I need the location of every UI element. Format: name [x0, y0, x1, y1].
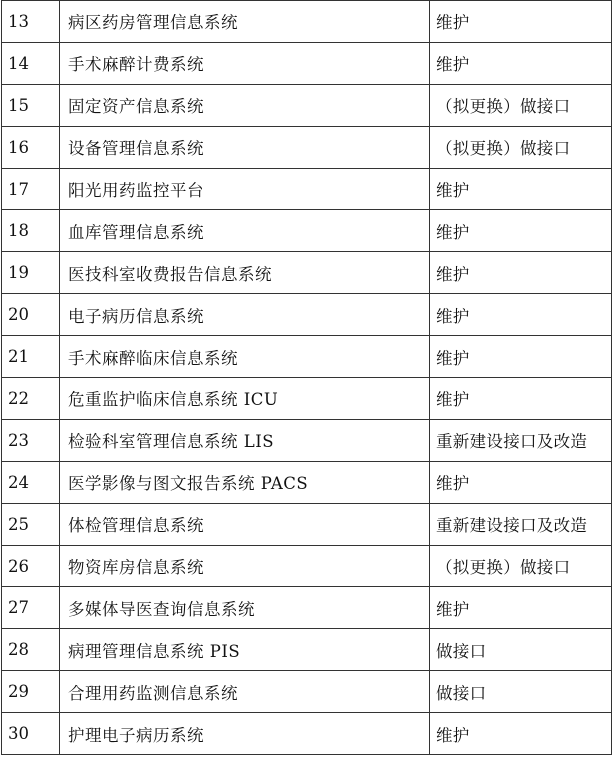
system-status: 维护 — [430, 42, 612, 84]
system-status: 维护 — [430, 336, 612, 378]
row-number: 22 — [2, 378, 60, 420]
system-name: 阳光用药监控平台 — [60, 168, 430, 210]
system-name: 危重监护临床信息系统 ICU — [60, 378, 430, 420]
table-row — [2, 545, 612, 587]
system-status: 重新建设接口及改造 — [430, 503, 612, 545]
system-status: 维护 — [430, 587, 612, 629]
row-number: 30 — [2, 713, 60, 755]
system-status: 维护 — [430, 210, 612, 252]
table-row — [2, 629, 612, 671]
system-name: 病区药房管理信息系统 — [60, 1, 430, 43]
row-number: 21 — [2, 336, 60, 378]
system-status: 维护 — [430, 713, 612, 755]
table-row — [2, 671, 612, 713]
row-number: 16 — [2, 126, 60, 168]
table-row — [2, 336, 612, 378]
system-name: 病理管理信息系统 PIS — [60, 629, 430, 671]
table-row — [2, 168, 612, 210]
system-status: 维护 — [430, 461, 612, 503]
system-status: 维护 — [430, 294, 612, 336]
row-number: 17 — [2, 168, 60, 210]
system-name: 物资库房信息系统 — [60, 545, 430, 587]
table-row — [2, 713, 612, 755]
system-status: （拟更换）做接口 — [430, 84, 612, 126]
row-number: 27 — [2, 587, 60, 629]
systems-table — [1, 0, 612, 755]
table-row — [2, 294, 612, 336]
system-status: 维护 — [430, 378, 612, 420]
row-number: 13 — [2, 1, 60, 43]
row-number: 28 — [2, 629, 60, 671]
row-number: 14 — [2, 42, 60, 84]
row-number: 24 — [2, 461, 60, 503]
table-row — [2, 461, 612, 503]
system-status: （拟更换）做接口 — [430, 545, 612, 587]
table-row — [2, 419, 612, 461]
system-status: 做接口 — [430, 671, 612, 713]
system-status: 维护 — [430, 1, 612, 43]
table-row — [2, 252, 612, 294]
row-number: 29 — [2, 671, 60, 713]
table-row — [2, 378, 612, 420]
system-name: 体检管理信息系统 — [60, 503, 430, 545]
system-status: 做接口 — [430, 629, 612, 671]
system-status: （拟更换）做接口 — [430, 126, 612, 168]
system-name: 手术麻醉临床信息系统 — [60, 336, 430, 378]
row-number: 26 — [2, 545, 60, 587]
system-name: 检验科室管理信息系统 LIS — [60, 419, 430, 461]
row-number: 25 — [2, 503, 60, 545]
row-number: 18 — [2, 210, 60, 252]
system-status: 维护 — [430, 252, 612, 294]
system-name: 手术麻醉计费系统 — [60, 42, 430, 84]
row-number: 20 — [2, 294, 60, 336]
table-row — [2, 42, 612, 84]
table-row — [2, 1, 612, 43]
table-row — [2, 503, 612, 545]
table-row — [2, 587, 612, 629]
row-number: 19 — [2, 252, 60, 294]
system-status: 重新建设接口及改造 — [430, 419, 612, 461]
system-name: 合理用药监测信息系统 — [60, 671, 430, 713]
system-name: 医技科室收费报告信息系统 — [60, 252, 430, 294]
table-row — [2, 210, 612, 252]
table-row — [2, 126, 612, 168]
system-name: 血库管理信息系统 — [60, 210, 430, 252]
table-row — [2, 84, 612, 126]
row-number: 23 — [2, 419, 60, 461]
system-status: 维护 — [430, 168, 612, 210]
system-name: 电子病历信息系统 — [60, 294, 430, 336]
system-name: 设备管理信息系统 — [60, 126, 430, 168]
row-number: 15 — [2, 84, 60, 126]
system-name: 护理电子病历系统 — [60, 713, 430, 755]
system-name: 固定资产信息系统 — [60, 84, 430, 126]
system-name: 多媒体导医查询信息系统 — [60, 587, 430, 629]
system-name: 医学影像与图文报告系统 PACS — [60, 461, 430, 503]
